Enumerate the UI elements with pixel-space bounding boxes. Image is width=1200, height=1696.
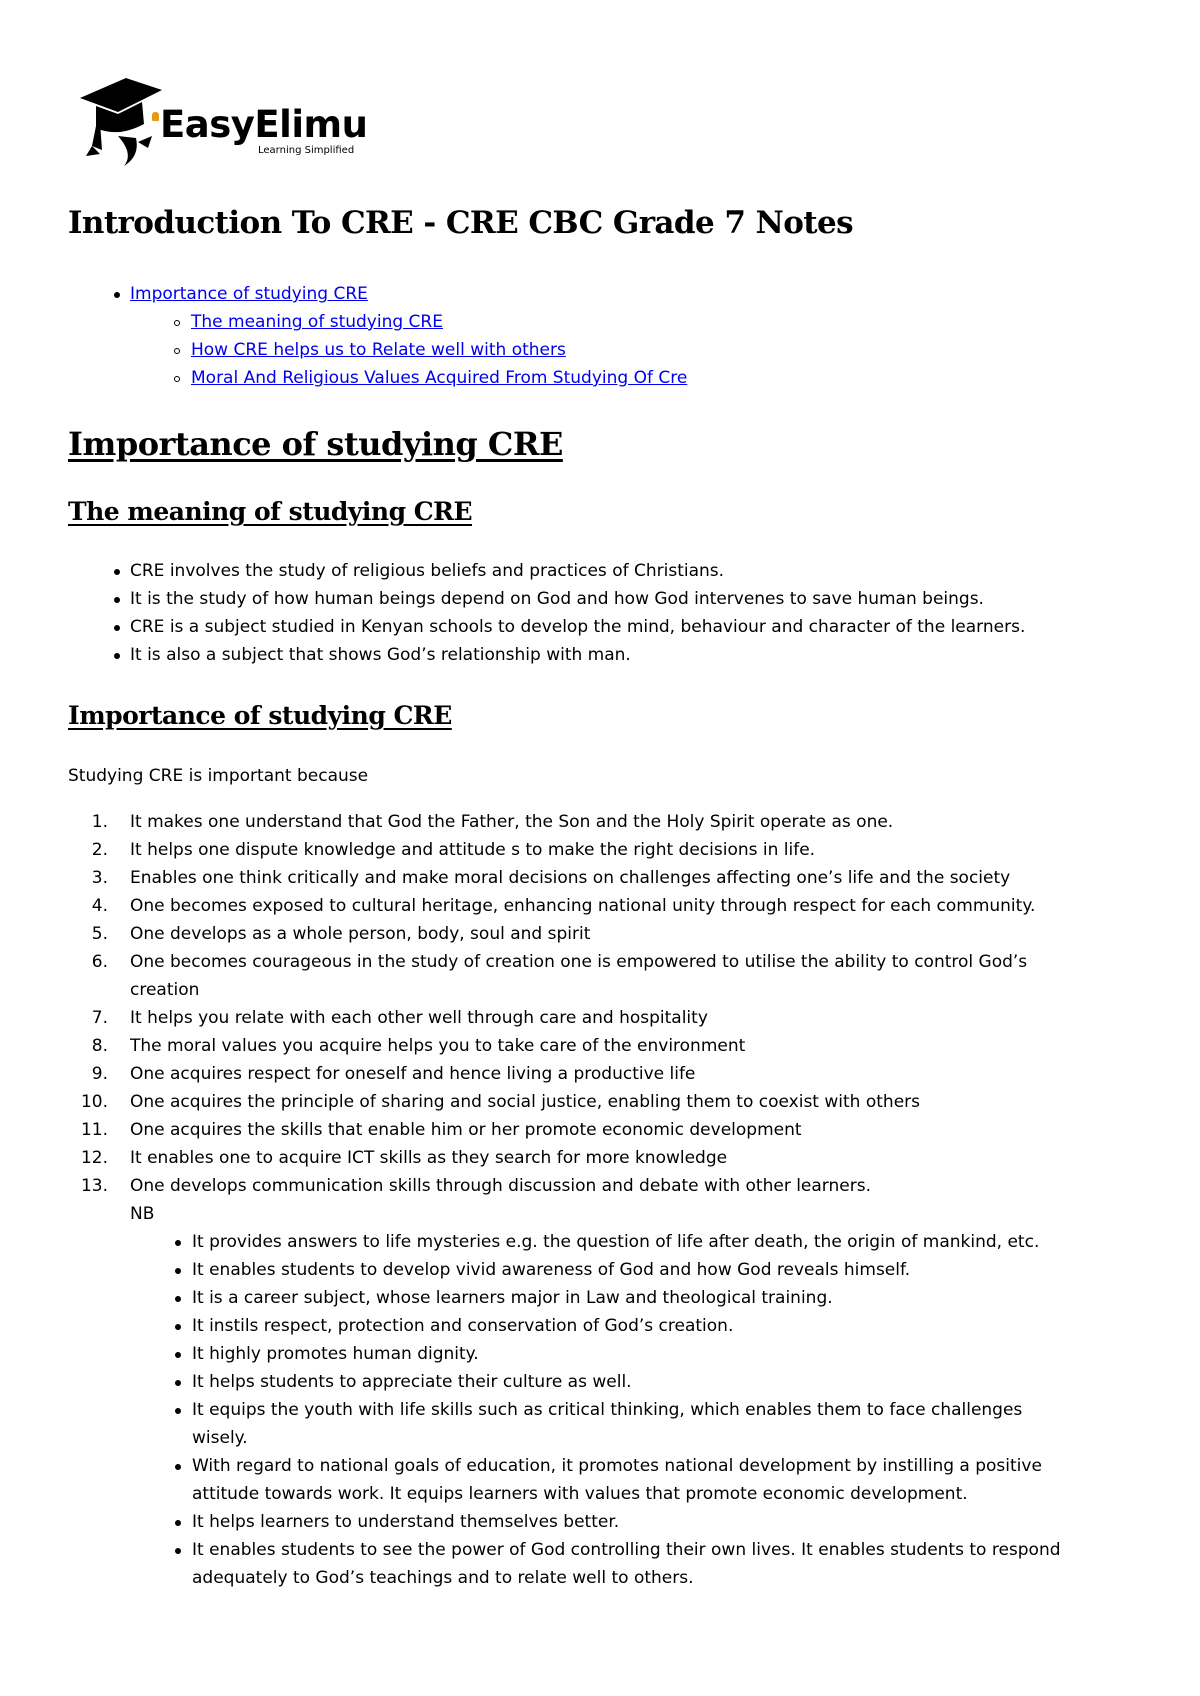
bullet-icon — [175, 1296, 181, 1302]
toc-item — [68, 280, 687, 308]
list-item: 5. One develops as a whole person, body, soul and spirit — [91, 924, 591, 944]
list-item: It is also a subject that shows God’s relationship with man. — [68, 641, 1025, 669]
subheading-importance: Importance of studying CRE — [68, 701, 452, 730]
list-item: 1. It makes one understand that God the Father, the Son and the Holy Spirit operate as one. — [91, 812, 894, 832]
logo-wordmark: EasyElimu — [160, 103, 368, 146]
toc-link-meaning[interactable]: The meaning of studying CRE — [191, 312, 443, 332]
page-title: Introduction To CRE - CRE CBC Grade 7 Notes — [68, 205, 853, 241]
list-item: It helps learners to understand themselves better. — [68, 1508, 1061, 1536]
bullet-icon — [175, 1324, 181, 1330]
bullet-icon — [175, 1240, 181, 1246]
toc-subitem — [68, 308, 687, 336]
bullet-icon — [114, 597, 120, 603]
list-item: It instils respect, protection and conservation of God’s creation. — [68, 1312, 1061, 1340]
list-item-continuation: attitude towards work. It equips learners with values that promote economic development. — [192, 1484, 968, 1504]
bullet-icon — [114, 653, 120, 659]
list-item: 11. One acquires the skills that enable him or her promote economic development — [80, 1120, 802, 1140]
bullet-icon — [175, 1548, 181, 1554]
list-item: 7. It helps you relate with each other well through care and hospitality — [91, 1008, 708, 1028]
list-item: It is a career subject, whose learners major in Law and theological training. — [68, 1284, 1061, 1312]
toc-link-importance[interactable]: Importance of studying CRE — [130, 284, 368, 304]
toc-link-moral-values[interactable]: Moral And Religious Values Acquired From Studying Of Cre — [191, 368, 688, 388]
circle-bullet-icon — [174, 376, 180, 382]
list-item: It highly promotes human dignity. — [68, 1340, 1061, 1368]
list-item: 9. One acquires respect for oneself and hence living a productive life — [91, 1064, 696, 1084]
bullet-icon — [114, 569, 120, 575]
list-item: It provides answers to life mysteries e.g. the question of life after death, the origin of mankind, etc. — [68, 1228, 1061, 1256]
list-item: 12. It enables one to acquire ICT skills as they search for more knowledge — [80, 1148, 728, 1168]
list-item: 10. One acquires the principle of sharing and social justice, enabling them to coexist with others — [80, 1092, 920, 1112]
subheading-meaning: The meaning of studying CRE — [68, 497, 473, 526]
nb-label: NB — [130, 1204, 155, 1224]
logo-tagline: Learning Simplified — [258, 145, 355, 156]
bullet-icon — [175, 1268, 181, 1274]
list-item: 8. The moral values you acquire helps you to take care of the environment — [91, 1036, 746, 1056]
list-item: It enables students to see the power of God controlling their own lives. It enables students to respond — [68, 1536, 1061, 1564]
list-item-continuation: creation — [130, 980, 200, 1000]
list-item: It is the study of how human beings depend on God and how God intervenes to save human beings. — [68, 585, 1025, 613]
toc-subitem — [68, 336, 687, 364]
nb-list — [68, 1228, 1061, 1592]
list-item-continuation: adequately to God’s teachings and to relate well to others. — [192, 1568, 694, 1588]
importance-list — [68, 808, 1035, 1228]
list-item: CRE involves the study of religious beliefs and practices of Christians. — [68, 557, 1025, 585]
bullet-icon — [175, 1380, 181, 1386]
list-item-continuation: wisely. — [192, 1428, 248, 1448]
list-item: It equips the youth with life skills such as critical thinking, which enables them to face challenges — [68, 1396, 1061, 1424]
easyelimu-logo — [78, 76, 378, 168]
list-item: 4. One becomes exposed to cultural heritage, enhancing national unity through respect for each community. — [91, 896, 1036, 916]
list-item: It enables students to develop vivid awareness of God and how God reveals himself. — [68, 1256, 1061, 1284]
list-item: 2. It helps one dispute knowledge and attitude s to make the right decisions in life. — [91, 840, 816, 860]
bullet-icon — [175, 1352, 181, 1358]
logo-accent-icon — [152, 112, 159, 121]
bullet-icon — [175, 1464, 181, 1470]
meaning-list — [68, 557, 1025, 669]
list-item: 13. One develops communication skills through discussion and debate with other learners. — [80, 1176, 871, 1196]
circle-bullet-icon — [174, 320, 180, 326]
list-item: 6. One becomes courageous in the study of creation one is empowered to utilise the ability to control God’s — [91, 952, 1028, 972]
toc-subitem — [68, 364, 687, 392]
list-item: CRE is a subject studied in Kenyan schools to develop the mind, behaviour and character of the learners. — [68, 613, 1025, 641]
list-item: 3. Enables one think critically and make moral decisions on challenges affecting one’s life and the society — [91, 868, 1011, 888]
list-item: It helps students to appreciate their culture as well. — [68, 1368, 1061, 1396]
bullet-icon — [114, 625, 120, 631]
table-of-contents — [68, 280, 687, 392]
intro-paragraph: Studying CRE is important because — [68, 766, 369, 786]
bullet-icon — [175, 1408, 181, 1414]
section-heading-importance: Importance of studying CRE — [68, 425, 563, 463]
list-item: With regard to national goals of education, it promotes national development by instilling a positive — [68, 1452, 1061, 1480]
circle-bullet-icon — [174, 348, 180, 354]
bullet-icon — [114, 292, 120, 298]
bullet-icon — [175, 1520, 181, 1526]
toc-link-relate[interactable]: How CRE helps us to Relate well with others — [191, 340, 566, 360]
graduation-cap-icon — [78, 76, 168, 168]
